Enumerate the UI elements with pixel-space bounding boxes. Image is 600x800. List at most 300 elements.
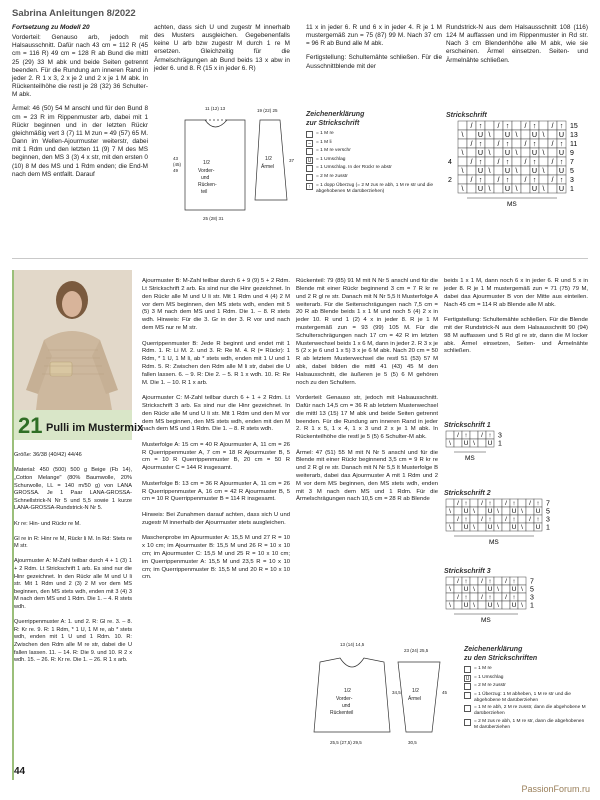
grid-symbol: \	[497, 586, 499, 594]
bottom-col3-text: Rückenteil: 79 (85) 91 M mit N Nr 5 anschl und für die Blende mit einer Rückr beginnend 3 cm = 7 R kr re und 2 R gl re str. Danach mit N Nr 5,5 lt Musterfolge A weiterarb. Für die Seitenschrägungen nach 7,5 cm = 20 R ab Blende beids 1 x 1 M und noch 5 (4) 2 x in jeder 10. R und 1 (2) 4 x in jeder 8. R je 1 M mustergemäß zun = 93 (99) 105 M. Für die Schulterschrägungen nach 17 cm = 42 R im letzten Musterwechsel beids 1 x 6 M, dann in jeder 2. R 3 x je 5 (2 x je 6 und 1 x 5) 3 x je 6 M abk. Nach 20 cm = 50 R ab letztem Musterwechsel die restl 51 (53) 57 M abk, dabei bilden die mittl 41 (43) 45 M den Halsausschnitt, die äußeren je 5 (5) 6 M gehören noch zu den Schultern. Vorderteil: Genauso str, jedoch mit Halsausschnitt. Dafür nach 14,5 cm = 36 R ab letztem Musterwechsel die mittl 13 (15) 17 M abk und beide Seiten getrennt beenden. Für die Rundung am inneren Rand in jeder 2. R 1 x 5, 1 x 4, 1 x 3 und 2 x je 1 M abk. In Rückenteilhöhe die restl je 5 (5) 6 Schulter-M abk. Ärmel: 47 (51) 55 M mit N Nr 5 anschl und für die Blende mit einer Rückr beginnend 3,5 cm = 9 R kr re und 2 R gl re str. Danach mit N Nr 5,5 lt Musterfolge B weiterarb, dabei das Ajourmuster A mit 1 Rdm und 2 M vor dem MS beginnen, den MS stets wdh, enden mit 3 M nach dem MS und 1 Rdm. Für die Ärmelschrägungen nach 10,5 cm = 28 R ab Blende	[296, 278, 438, 503]
grid-cell	[467, 130, 476, 139]
grid-cell	[494, 515, 502, 523]
page-header: Sabrina Anleitungen 8/2022	[12, 8, 136, 19]
grid-symbol: /	[505, 578, 507, 586]
grid-symbol: U	[531, 166, 538, 176]
grid-symbol: ↑	[464, 594, 468, 602]
grid-symbol: \	[542, 148, 545, 158]
grid-symbol: \	[461, 130, 464, 140]
strickschrift-title: Strickschrift	[446, 112, 487, 119]
legend-symbol	[464, 692, 471, 699]
legend-text: = 1 M re verschr	[316, 148, 351, 154]
row-number: 11	[570, 141, 578, 149]
legend-symbol	[464, 666, 471, 673]
row-number: 7	[570, 159, 574, 167]
grid-cell	[478, 585, 486, 593]
legend-symbol	[306, 165, 313, 172]
grid-cell	[521, 148, 530, 157]
grid-symbol: /	[551, 175, 554, 185]
legend-symbol	[306, 148, 313, 155]
grid-symbol: ↑	[488, 578, 492, 586]
grid-symbol: \	[515, 148, 518, 158]
grid-symbol: /	[457, 500, 459, 508]
grid-symbol: \	[497, 602, 499, 610]
grid-cell	[454, 507, 462, 515]
grid-symbol: \	[488, 130, 491, 140]
grid-cell	[446, 431, 454, 439]
legend-text: = 1 M re	[316, 131, 334, 136]
strickschrift-2	[444, 490, 584, 562]
svg-text:und: und	[342, 703, 351, 709]
grid-symbol: \	[473, 602, 475, 610]
grid-symbol: U	[504, 148, 511, 158]
grid-cell	[548, 166, 557, 175]
grid-symbol: \	[473, 440, 475, 448]
grid-cell	[502, 523, 510, 531]
grid-symbol: U	[511, 586, 517, 594]
grid-cell	[518, 577, 526, 585]
grid-symbol: /	[457, 432, 459, 440]
grid-symbol: ↑	[512, 594, 516, 602]
grid-symbol: ↑	[505, 175, 510, 185]
grid-cell	[494, 130, 503, 139]
grid-cell	[494, 593, 502, 601]
grid-symbol: \	[461, 166, 464, 176]
svg-text:(45): (45)	[173, 162, 182, 167]
grid-symbol: ↑	[532, 175, 537, 185]
grid-cell	[521, 130, 530, 139]
svg-text:49: 49	[173, 168, 179, 173]
grid-symbol: ↑	[464, 500, 468, 508]
strickschrift-2-grid	[444, 497, 584, 557]
grid-symbol: ↑	[478, 121, 483, 131]
grid-symbol: ↑	[536, 500, 540, 508]
svg-text:Ärmel: Ärmel	[261, 164, 275, 170]
grid-symbol: U	[487, 508, 493, 516]
grid-cell	[478, 439, 486, 447]
grid-symbol: \	[542, 184, 545, 194]
svg-text:Rücken-: Rücken-	[198, 182, 217, 188]
top-col4-text: Rundstrick-N aus dem Halsausschnitt 108 (116) 124 M auffassen und im Rippenmuster in Rd str. Nach 3 cm Blendenhöhe alle M abk, wie sie erscheinen. Ärmel einsetzen. Seiten- und Ärmelnähte schließen.	[446, 24, 588, 64]
grid-symbol: U	[463, 602, 469, 610]
grid-symbol: \	[488, 148, 491, 158]
grid-symbol: U	[504, 184, 511, 194]
grid-symbol: U	[477, 166, 484, 176]
row-number: 7	[546, 500, 550, 508]
grid-symbol: \	[542, 130, 545, 140]
grid-symbol: /	[505, 516, 507, 524]
grid-cell	[539, 121, 548, 130]
grid-symbol: U	[558, 166, 565, 176]
grid-symbol: /	[457, 578, 459, 586]
legend-text: = 2 M re zusstr	[474, 683, 506, 689]
grid-symbol: U	[487, 586, 493, 594]
grid-symbol: \	[521, 586, 523, 594]
grid-symbol: ↑	[488, 432, 492, 440]
top-col3-text-a: 11 x in jeder 6. R und 6 x in jeder 4. R je 1 M mustergemäß zun = 75 (87) 99 M. Nach 37 cm = 96 R ab Bund alle M abk.	[306, 24, 442, 48]
legend-symbol: U	[307, 157, 312, 164]
svg-text:und: und	[201, 175, 210, 181]
grid-symbol: /	[497, 175, 500, 185]
grid-cell	[446, 515, 454, 523]
grid-cell	[470, 515, 478, 523]
grid-symbol: U	[558, 130, 565, 140]
model-photo	[14, 270, 132, 410]
grid-symbol: U	[477, 148, 484, 158]
legend-row	[464, 683, 588, 690]
bottom-col4-text: beids 1 x 1 M, dann noch 6 x in jeder 6. R und 5 x in jeder 8. R je 1 M mustergemäß zun = 71 (75) 79 M, dabei das Ajourmuster B von der Mitte aus einteilen. Nach 45 cm = 114 R ab Blende alle M abk. Fertigstellung: Schultemähte schließen. Für die Blende mit der Rundstrick-N aus dem Halsausschnitt 90 (94) 98 M auffassen und 5 Rd gl re str, dann die M locker abk. Ärmel einsetzen, Seiten- und Ärmelnähte schließen.	[444, 278, 588, 355]
grid-symbol: \	[473, 524, 475, 532]
grid-symbol: /	[481, 500, 483, 508]
legend-symbol	[306, 174, 313, 181]
grid-symbol: /	[551, 121, 554, 131]
legend-row	[464, 675, 588, 682]
grid-symbol: \	[449, 440, 451, 448]
grid-symbol: /	[457, 594, 459, 602]
grid-symbol: /	[470, 157, 473, 167]
page-number: 44	[14, 766, 26, 777]
top-col3-text-b: Fertigstellung: Schultemähte schließen. Für die Ausschnittblende mit der	[306, 54, 442, 70]
grid-cell	[512, 139, 521, 148]
strickschrift-1-title: Strickschrift 1	[444, 422, 491, 429]
legend-text: = 1 M li	[316, 139, 332, 145]
svg-text:34,5: 34,5	[392, 690, 401, 695]
grid-cell	[494, 499, 502, 507]
grid-cell	[478, 601, 486, 609]
grid-symbol: U	[511, 524, 517, 532]
top-col-2	[154, 24, 290, 73]
grid-symbol: /	[505, 500, 507, 508]
row-number: 3	[530, 594, 534, 602]
grid-cell	[470, 593, 478, 601]
legend-symbol: ↑	[306, 183, 313, 190]
grid-symbol: U	[487, 524, 493, 532]
grid-symbol: U	[463, 508, 469, 516]
row-number: 15	[570, 123, 578, 131]
legend-row	[464, 692, 588, 704]
grid-symbol: \	[473, 586, 475, 594]
grid-symbol: U	[487, 440, 493, 448]
grid-cell	[485, 157, 494, 166]
grid-cell	[494, 166, 503, 175]
grid-symbol: U	[477, 184, 484, 194]
legend-symbol	[464, 719, 471, 726]
top-col-3	[306, 24, 442, 71]
grid-symbol: /	[481, 432, 483, 440]
strickschrift-3-title: Strickschrift 3	[444, 568, 491, 575]
grid-symbol: ↑	[488, 516, 492, 524]
svg-text:Ärmel: Ärmel	[408, 696, 422, 702]
grid-cell	[548, 148, 557, 157]
bottom-col2-text: Ajourmuster B: M-Zahl teilbar durch 6 + 9 (9) 5 + 2 Rdm. Lt Strickschrift 2 arb. Es sind nur die Hinr gezeichnet. In den Rückr alle M und U li str. Mit 1 Rdm und 4 (4) 2 M vor dem MS beginnen, den MS stets wdh, enden mit 5 (5) 3 M nach dem MS und 1 Rdm. Die 1. – 8. R stets wdh. Hinweis: Für die 3. Gr in der 3. R vor und nach dem MS nur re M str. Querrippenmuster B: Jede R beginnt und endet mit 1 Rdm. 1. R: Li M. 2. und 3. R: Re M. 4. R (= Rückr): 1 Rdm, * 1 U, 1 M li, ab * stets wdh, enden mit 1 U und 1 Rdm. 5. R: Zwischen den Rdm alle M li str, dabei die U fallen lassen. 6. – 9. R: Die 2. – 5. R 1 x wdh. 10. R: Re M. Die 1. – 10. R 1 x arb. Ajourmuster C: M-Zahl teilbar durch 6 + 1 + 2 Rdm. Lt Strickschrift 3 arb. Es sind nur die Hinr gezeichnet. In den Rückr alle M und U li str. Mit 1 Rdm und den M vor dem MS beginnen, den MS stets wdh, enden mit den M nach dem MS und 1 Rdm. Die 1. – 8. R stets wdh. Musterfolge A: 15 cm = 40 R Ajourmuster A, 11 cm = 26 R Querrippenmuster A, 7 cm = 18 R Ajourmuster B, 5 cm = 10 R Querrippenmuster B, 20 cm = 50 R Ajourmuster C = 144 R insgesamt. Musterfolge B: 13 cm = 36 R Ajourmuster A, 11 cm = 26 R Querrippenmuster A, 16 cm = 42 R Ajourmuster B, 5 cm = 10 R Querrippenmuster B = 114 R insgesamt. Hinweis: Bei Zunahmen darauf achten, dass sich U und zugestr M innerhalb der Ajourmuster stets ausgleichen. Maschenprobe im Ajourmuster A: 15,5 M und 27 R = 10 x 10 cm; im Ajourmuster B: 15,5 M und 26 R = 10 x 10 cm; im Ajourmuster C: 15,5 M und 25 R = 10 x 10 cm; im Querrippenmuster A: 15,5 M und 23,5 R = 10 x 10 cm; im Querrippenmuster B: 15,5 M und 20 R = 10 x 10 cm.	[142, 278, 290, 581]
grid-cell	[454, 585, 462, 593]
grid-symbol: ↑	[464, 432, 468, 440]
legend-text: = 1 dopp Überzug (= 2 M zus re abh, 1 M re str und die abgehobenen M darüberziehen)	[316, 182, 434, 194]
svg-text:Vorder-: Vorder-	[198, 168, 215, 174]
svg-text:teil: teil	[201, 189, 208, 195]
legend-row	[306, 157, 434, 164]
svg-text:37: 37	[289, 158, 295, 163]
grid-cell	[458, 139, 467, 148]
row-number-left: 4	[448, 159, 452, 167]
row-number: 3	[546, 516, 550, 524]
legend2-subtitle: zu den Strickschriften	[464, 655, 538, 662]
model-title: Pulli im Mustermix	[46, 422, 144, 434]
svg-text:1/2: 1/2	[344, 688, 351, 694]
grid-symbol: U	[463, 440, 469, 448]
grid-symbol: ↑	[512, 516, 516, 524]
grid-symbol: \	[497, 508, 499, 516]
legend-symbol: –	[306, 140, 313, 147]
legend-text: = 2 M re zusstr	[316, 173, 348, 179]
legend-text: = 2 M zus re abh, 1 M re str, dann die abgehobenen M darüberziehen	[474, 718, 585, 730]
watermark: PassionForum.ru	[521, 784, 590, 794]
model-number: 21	[18, 413, 43, 438]
grid-symbol: ↑	[464, 516, 468, 524]
grid-cell	[454, 601, 462, 609]
grid-symbol: ↑	[532, 157, 537, 167]
grid-symbol: ↑	[512, 500, 516, 508]
grid-cell	[518, 499, 526, 507]
grid-symbol: ↑	[478, 139, 483, 149]
top-col2-text: achten, dass sich U und zugestr M innerhalb des Musters ausgleichen. Gegebenenfalls keine U arb bzw zugestr M durch 1 re M ersetzen. Gleichzeitig für die Ärmelschrägungen ab Bund beids 13 x abw in jeder 6. und 8. R (15 x in jeder 6. R)	[154, 24, 290, 72]
svg-text:11 (12) 13: 11 (12) 13	[205, 106, 226, 111]
row-number: 1	[498, 440, 502, 448]
svg-text:45: 45	[442, 690, 448, 695]
legend-row	[306, 174, 434, 181]
legend-subtitle: zur Strickschrift	[306, 120, 360, 127]
grid-cell	[494, 148, 503, 157]
grid-cell	[467, 166, 476, 175]
sleeve-label: 1/2	[265, 156, 272, 162]
legend2-title: Zeichenerklärung	[464, 646, 523, 653]
grid-symbol: \	[461, 184, 464, 194]
legend-text: = 1 Überzug: 1 M abheben, 1 M re str und die abgehobene M darüberziehen	[474, 691, 571, 703]
grid-cell	[485, 121, 494, 130]
grid-symbol: ↑	[478, 157, 483, 167]
grid-cell	[539, 139, 548, 148]
ms-label: MS	[507, 201, 517, 208]
grid-symbol: /	[497, 121, 500, 131]
grid-symbol: ↑	[488, 594, 492, 602]
row-number: 1	[546, 524, 550, 532]
grid-symbol: /	[529, 516, 531, 524]
grid-cell	[518, 593, 526, 601]
grid-symbol: ↑	[464, 578, 468, 586]
strickschrift-1	[444, 422, 584, 474]
row-number: 5	[570, 168, 574, 176]
grid-symbol: \	[515, 166, 518, 176]
grid-cell	[518, 515, 526, 523]
grid-symbol: ↑	[512, 578, 516, 586]
grid-cell	[458, 157, 467, 166]
svg-text:Vorder-: Vorder-	[336, 696, 353, 702]
grid-symbol: U	[504, 166, 511, 176]
row-number: 9	[570, 150, 574, 158]
grid-symbol: U	[463, 524, 469, 532]
grid-cell	[539, 157, 548, 166]
grid-symbol: \	[449, 508, 451, 516]
bottom-col-3	[296, 270, 438, 512]
grid-symbol: /	[524, 175, 527, 185]
legend-symbol	[464, 705, 471, 712]
grid-symbol: ↑	[559, 139, 564, 149]
grid-symbol: U	[487, 602, 493, 610]
grid-cell	[521, 184, 530, 193]
legend-title: Zeichenerklärung	[306, 111, 365, 118]
front-label: 1/2	[203, 160, 210, 166]
grid-symbol: /	[457, 516, 459, 524]
grid-symbol: /	[470, 175, 473, 185]
legend-text: = 1 M re abh, 2 M re zusstr, dann die abgehobene M darüberziehen	[474, 705, 586, 717]
grid-symbol: /	[470, 121, 473, 131]
grid-symbol: /	[529, 500, 531, 508]
legend-row	[464, 719, 588, 731]
grid-cell	[467, 184, 476, 193]
grid-symbol: U	[535, 508, 541, 516]
grid-symbol: \	[473, 508, 475, 516]
legend-row	[306, 165, 434, 172]
grid-symbol: \	[461, 148, 464, 158]
row-number: 7	[530, 578, 534, 586]
grid-symbol: /	[481, 594, 483, 602]
legend-row	[464, 705, 588, 717]
grid-symbol: \	[449, 524, 451, 532]
grid-symbol: ↑	[559, 121, 564, 131]
svg-text:23 (24) 25,5: 23 (24) 25,5	[404, 648, 429, 653]
grid-symbol: /	[497, 157, 500, 167]
bottom-col1-text: Größe: 36/38 (40/42) 44/46 Material: 450 (500) 500 g Beige (Fb 14), „Cotton Melange" (80% Baumwolle, 20% Schurwolle, LL = 140 m/50 g) von LANA GROSSA. Je 1 Paar LANA-GROSSA-Schnellstrick-N Nr 5 und 5,5 sowie 1 kurze LANA-GROSSA-Rundstrick-N Nr 5. Kr re: Hin- und Rückr re M. Gl re in R: Hinr re M, Rückr li M. In Rd: Stets re M str. Ajourmuster A: M-Zahl teilbar durch 4 + 1 (3) 1 + 2 Rdm. Lt Strickschrift 1 arb. Es sind nur die Hinr gezeichnet. In den Rückr alle M und U li str. Mit 1 Rdm und 2 (3) 2 M vor dem MS beginnen, den MS stets wdh, enden mit 3 (4) 3 M nach dem MS und 1 Rdm. Die 1. – 4. R stets wdh. Querrippenmuster A: 1. und 2. R: Gl re. 3. – 8. R: Kr re. 9. R: 1 Rdm, * 1 U, 1 M re, ab * stets wdh, enden mit 1 U und 1 Rdm. 10. R: Zwischen den Rdm alle M re str, dabei die U fallen lassen. 11. – 14. R: Die 9. und 10. R 2 x wdh. 15. – 26. R: Kr re. Die 1. – 26. R 1 x arb.	[14, 452, 132, 664]
grid-symbol: U	[511, 602, 517, 610]
grid-cell	[526, 507, 534, 515]
grid-symbol: U	[535, 524, 541, 532]
legend-symbol: U	[465, 675, 470, 682]
grid-cell	[485, 139, 494, 148]
grid-cell	[467, 148, 476, 157]
top-col-1	[12, 24, 148, 179]
row-number: 13	[570, 132, 578, 140]
svg-text:13 (14) 14,5: 13 (14) 14,5	[340, 642, 365, 647]
front-outline-2	[314, 658, 390, 732]
grid-symbol: \	[521, 508, 523, 516]
grid-symbol: ↑	[559, 157, 564, 167]
grid-symbol: U	[558, 148, 565, 158]
grid-cell	[548, 184, 557, 193]
grid-symbol: /	[524, 139, 527, 149]
grid-cell	[526, 523, 534, 531]
ms-label: MS	[481, 617, 491, 624]
grid-symbol: ↑	[505, 121, 510, 131]
schnitt-diagram-2	[300, 632, 450, 752]
grid-cell	[521, 166, 530, 175]
grid-cell	[512, 121, 521, 130]
bottom-col-4	[444, 270, 588, 364]
grid-symbol: U	[511, 508, 517, 516]
grid-symbol: ↑	[478, 175, 483, 185]
grid-symbol: \	[488, 184, 491, 194]
legend-text: = 1 Umschlag	[474, 674, 504, 680]
strickschrift-2-title: Strickschrift 2	[444, 490, 491, 497]
grid-symbol: /	[505, 594, 507, 602]
grid-cell	[494, 577, 502, 585]
grid-symbol: ↑	[536, 516, 540, 524]
grid-symbol: /	[481, 516, 483, 524]
row-number: 1	[570, 186, 574, 194]
legend-row	[306, 183, 434, 195]
grid-symbol: \	[488, 166, 491, 176]
grid-symbol: \	[521, 602, 523, 610]
ms-label: MS	[465, 455, 475, 462]
grid-symbol: /	[551, 157, 554, 167]
grid-symbol: \	[515, 130, 518, 140]
grid-cell	[502, 601, 510, 609]
svg-text:25,5 (27,5) 29,5: 25,5 (27,5) 29,5	[330, 740, 362, 745]
svg-text:Rückenteil: Rückenteil	[330, 710, 354, 716]
aermel-text: Ärmel: 46 (50) 54 M anschl und für den Bund 8 cm = 23 R im Rippenmuster arb, dabei mit 1 Rückr beginnen und in der letzten Rückr gleichmäßig vert 3 (7) 11 M zun = 49 (57) 65 M. Dann im Wellen-Ajourmuster weiterstr, dabei mit 1 Rdm und den letzten 11 (9) 7 M des MS beginnen, den MS 3 (3) 4 x str, mit den ersten 0 (10) 8 M des MS und 1 Rdm enden; die End-M nach dem MS entfallt. Darauf	[12, 105, 148, 178]
legend-symbol	[306, 131, 313, 138]
grid-cell	[478, 523, 486, 531]
row-number: 1	[530, 602, 534, 610]
schnitt-diagram-1	[165, 100, 295, 230]
grid-cell	[512, 157, 521, 166]
grid-symbol: ↑	[505, 139, 510, 149]
bottom-col-1	[14, 444, 132, 673]
grid-cell	[548, 130, 557, 139]
grid-symbol: U	[531, 184, 538, 194]
grid-cell	[494, 184, 503, 193]
grid-cell	[446, 593, 454, 601]
grid-cell	[470, 431, 478, 439]
strickschrift-3-grid	[444, 575, 584, 635]
ms-label: MS	[489, 539, 499, 546]
grid-cell	[512, 175, 521, 184]
grid-cell	[470, 499, 478, 507]
legend-row	[306, 131, 434, 138]
grid-symbol: /	[497, 139, 500, 149]
grid-symbol: ↑	[488, 500, 492, 508]
grid-symbol: /	[481, 578, 483, 586]
grid-symbol: U	[463, 586, 469, 594]
grid-symbol: ↑	[559, 175, 564, 185]
vorderteil-text: Vorderteil: Genauso arb, jedoch mit Halsausschnitt. Dafür nach 43 cm = 112 R (45 cm = 116 R) 49 cm = 128 R ab Bund die mittl 25 (29) 33 M abk und beide Seiten getrennt beenden. Für die Rundung am inneren Rand in jeder 2. R 1 x 3, 2 x je 2 und 2 x je 1 M abk. In Rückenteilhöhe die restl je 28 (32) 36 Schulter-M abk.	[12, 34, 148, 99]
continuation-note: Fortsetzung zu Modell 20	[12, 24, 90, 31]
grid-cell	[454, 523, 462, 531]
grid-symbol: U	[531, 130, 538, 140]
top-strickschrift	[446, 112, 586, 224]
bottom-legend	[464, 645, 588, 733]
grid-cell	[470, 577, 478, 585]
row-number-left: 2	[448, 177, 452, 185]
strickschrift-3	[444, 568, 584, 640]
grid-symbol: ↑	[532, 121, 537, 131]
front-outline	[185, 120, 245, 210]
legend-text: = 1 Umschlag	[316, 156, 346, 162]
svg-text:30,5: 30,5	[408, 740, 417, 745]
grid-symbol: \	[449, 586, 451, 594]
grid-symbol: \	[521, 524, 523, 532]
svg-text:43: 43	[173, 156, 179, 161]
legend-row	[464, 666, 588, 673]
grid-cell	[454, 439, 462, 447]
grid-cell	[446, 499, 454, 507]
section-divider	[12, 258, 588, 259]
grid-symbol: ↑	[505, 157, 510, 167]
grid-symbol: U	[504, 130, 511, 140]
svg-text:1/2: 1/2	[412, 688, 419, 694]
grid-symbol: /	[524, 121, 527, 131]
grid-cell	[502, 585, 510, 593]
grid-cell	[478, 507, 486, 515]
